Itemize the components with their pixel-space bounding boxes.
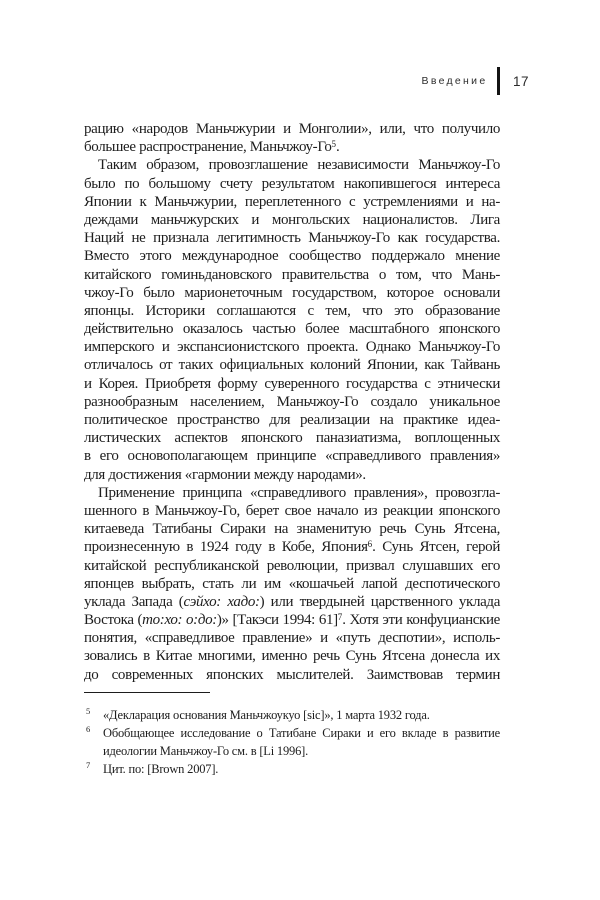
text-line	[84, 193, 500, 211]
text-span: Вместо этого международное сообщество поддержало мнение	[84, 248, 500, 265]
text-span: . Сунь Ятсен, герой	[372, 539, 500, 556]
text-span: шенного в Маньчжоу-Го, берет свое начало из реакции японского	[84, 502, 500, 519]
footnote-ref: 6	[367, 539, 373, 550]
text-span: японцев выбрать, стать ли им «кошачьей лапой деспотического	[84, 575, 500, 592]
text-line	[84, 284, 500, 302]
text-line	[84, 666, 500, 684]
footnote-marker: 6	[86, 724, 91, 734]
text-line	[84, 557, 500, 575]
footnote-separator	[84, 692, 210, 693]
text-line	[84, 120, 500, 138]
footnote-item	[84, 760, 500, 778]
text-span: Наций не признала легитимность Маньчжоу-Го как государства.	[84, 230, 500, 247]
footnote-item	[84, 706, 500, 724]
text-span: разнообразным населением, Маньчжоу-Го создало уникальное	[84, 393, 500, 410]
text-line	[84, 520, 500, 538]
text-line	[103, 742, 500, 760]
text-span: листических аспектов японского паназиатизма, воплощенных	[84, 430, 500, 447]
text-span: для достижения «гармонии между народами».	[84, 466, 366, 483]
italic-term: сэйхо: хадо:	[183, 593, 260, 610]
text-line	[84, 611, 500, 629]
text-span: отличалось от таких официальных колоний Японии, как Тайвань	[84, 357, 500, 374]
text-line	[84, 447, 500, 465]
text-line	[103, 706, 500, 724]
text-line	[84, 593, 500, 611]
page-number: 17	[512, 73, 529, 89]
text-line	[84, 175, 500, 193]
footnote-ref: 5	[331, 139, 336, 150]
text-line	[84, 647, 500, 665]
header-divider	[497, 67, 500, 95]
text-span: было по большому счету результатом накопившегося интереса	[84, 175, 500, 192]
text-line	[84, 338, 500, 356]
text-span: понятия, «справедливое правление» и «путь деспотии», исполь-	[84, 630, 500, 647]
running-head-section: Введение	[421, 75, 488, 87]
text-line	[84, 502, 500, 520]
text-span: Японии к Маньчжурии, переплетенного с устремлениями и на-	[84, 193, 500, 210]
text-span: в его основополагающем принципе «справедливого правления»	[84, 448, 500, 465]
text-span: и Корея. Приобретя форму суверенного государства с этнически	[84, 375, 500, 392]
text-span: до современных японских мыслителей. Заимствовав термин	[84, 666, 500, 683]
text-span: )» [Такэси 1994: 61]	[216, 612, 338, 629]
footnotes	[84, 692, 500, 778]
text-line	[84, 429, 500, 447]
text-span: Востока (	[84, 612, 143, 629]
text-line	[84, 266, 500, 284]
text-line	[84, 375, 500, 393]
text-line	[84, 538, 500, 556]
text-span: действительно оказалось частью более масштабного японского	[84, 321, 500, 338]
text-line	[84, 393, 500, 411]
text-span: большее распространение, Маньчжоу-Го	[84, 139, 332, 156]
text-line	[84, 629, 500, 647]
text-line	[84, 156, 500, 174]
text-span: Применение принципа «справедливого правления», провозгла-	[98, 484, 500, 501]
footnote-marker: 7	[86, 760, 91, 770]
text-span: . Хотя эти конфуцианские	[342, 612, 500, 629]
text-line	[84, 356, 500, 374]
text-span: Обобщающее исследование о Татибане Сираки и его вкладе в развитие	[103, 726, 500, 740]
text-span: чжоу-Го было марионеточным государством, которое основали	[84, 284, 500, 301]
page-header	[422, 66, 529, 96]
text-line	[103, 760, 500, 778]
text-line	[84, 484, 500, 502]
text-line	[84, 302, 500, 320]
text-line	[84, 575, 500, 593]
text-span: уклада Запада (	[84, 593, 184, 610]
text-span: Таким образом, провозглашение независимости Маньчжоу-Го	[98, 157, 500, 174]
text-line	[84, 411, 500, 429]
text-span: Цит. по: [Brown 2007].	[103, 762, 219, 776]
text-span: деждами маньчжурских и монгольских националистов. Лига	[84, 211, 500, 228]
text-span: имперского и экспансионистского проекта. Однако Маньчжоу-Го	[84, 339, 500, 356]
text-line	[84, 247, 500, 265]
text-span: произнесенную в 1924 году в Кобе, Япония	[84, 539, 368, 556]
text-line	[84, 229, 500, 247]
footnote-ref: 7	[337, 612, 343, 623]
text-span: идеологии Маньчжоу-Го см. в [Li 1996].	[103, 744, 309, 758]
text-line	[84, 138, 500, 156]
text-span: китаеведа Татибаны Сираки на знаменитую речь Сунь Ятсена,	[84, 521, 500, 538]
text-line	[84, 320, 500, 338]
footnote-list	[84, 706, 500, 778]
text-span: зовались в Китае многими, именно речь Сунь Ятсена донесла их	[84, 648, 500, 665]
text-span: китайской республиканской революции, призвал слушавших его	[84, 557, 500, 574]
text-span: китайского гоминьдановского правительства о том, что Мань-	[84, 266, 500, 283]
text-span: японцы. Историки соглашаются с тем, что это образование	[84, 302, 500, 319]
footnote-marker: 5	[86, 706, 91, 716]
text-span: ) или твердыней царственного уклада	[259, 593, 501, 610]
text-line	[84, 211, 500, 229]
body-text	[84, 120, 500, 684]
text-span: .	[335, 139, 340, 156]
text-span: рацию «народов Маньчжурии и Монголии», или, что получило	[84, 121, 500, 137]
footnote-item	[84, 724, 500, 760]
text-span: «Декларация основания Маньчжоукуо [sic]», 1 марта 1932 года.	[103, 708, 430, 722]
text-line	[84, 466, 500, 484]
text-line	[103, 724, 500, 742]
text-span: политическое пространство для реализации на практике идеа-	[84, 412, 500, 428]
italic-term: то:хо: о:до:	[142, 612, 217, 629]
